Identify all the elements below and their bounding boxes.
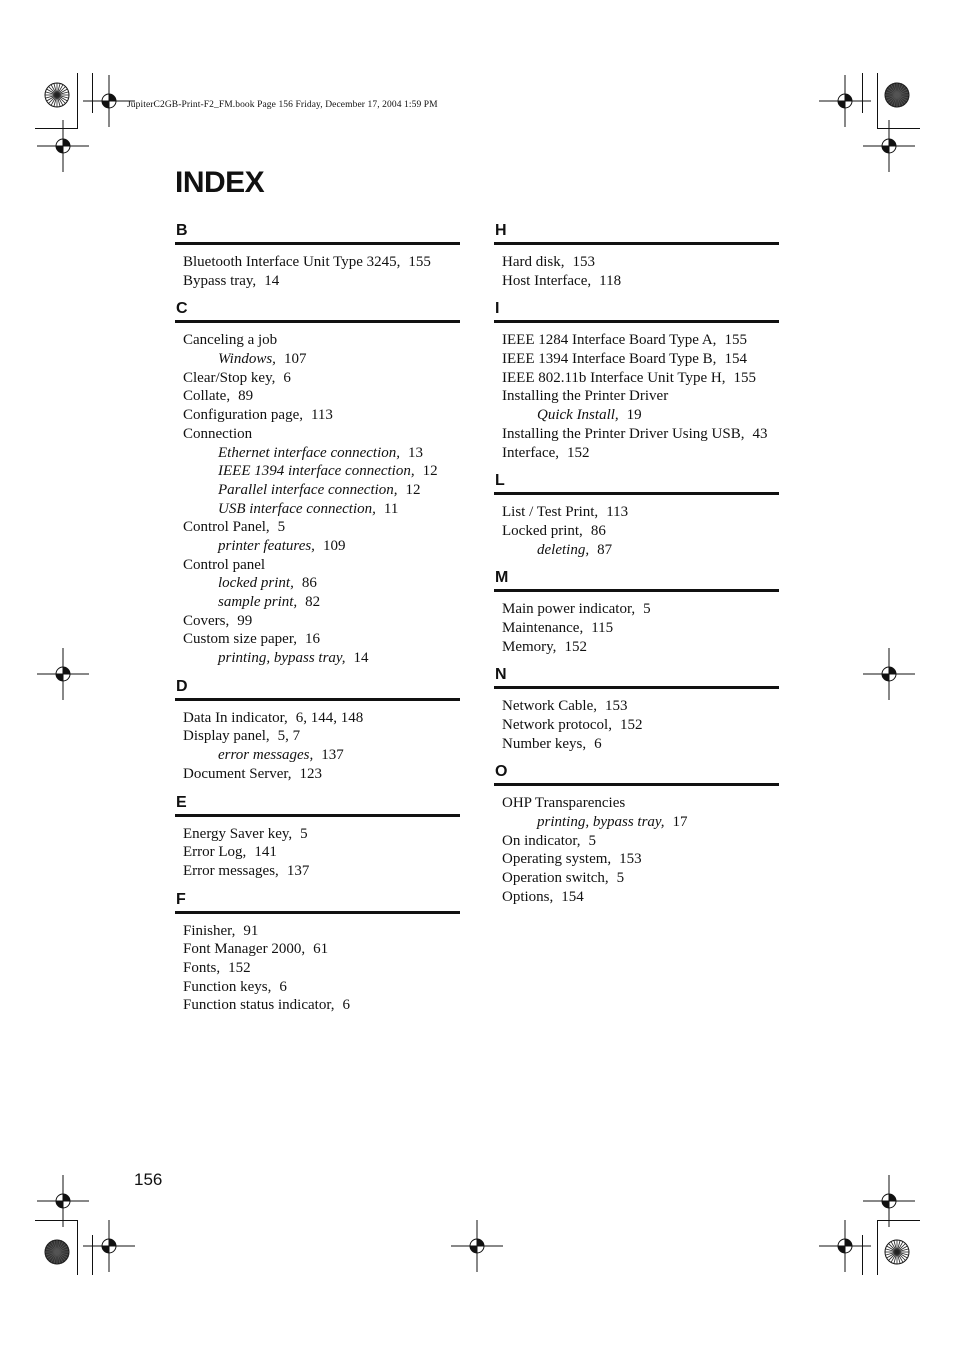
entry-pages: 5 xyxy=(277,519,286,536)
entry-pages: 5, 7 xyxy=(277,728,301,745)
index-entry xyxy=(502,387,779,406)
index-subentry xyxy=(183,574,460,593)
index-entry xyxy=(183,862,460,881)
index-section-i xyxy=(494,298,779,462)
registration-mark-icon xyxy=(37,648,89,700)
entry-pages: 16 xyxy=(304,631,320,648)
index-entry xyxy=(502,253,779,272)
entry-list xyxy=(175,245,460,290)
entry-term: IEEE 802.11b Interface Unit Type H, xyxy=(502,369,726,386)
entry-term: Control Panel, xyxy=(183,519,270,536)
crop-mark xyxy=(77,1220,78,1275)
color-target-icon xyxy=(884,82,910,108)
index-subentry xyxy=(183,350,460,369)
section-letter: N xyxy=(494,664,779,689)
crop-mark xyxy=(862,73,863,113)
entry-pages: 6, 144, 148 xyxy=(295,709,364,726)
index-subentry xyxy=(183,649,460,668)
entry-term: Collate, xyxy=(183,388,231,405)
entry-pages: 113 xyxy=(606,504,629,521)
entry-term: Parallel interface connection, xyxy=(218,481,398,498)
index-entry xyxy=(502,735,779,754)
entry-term: Installing the Printer Driver xyxy=(502,388,669,405)
entry-term: Ethernet interface connection, xyxy=(218,444,401,461)
entry-pages: 141 xyxy=(254,844,277,861)
entry-term: Hard disk, xyxy=(502,254,565,270)
entry-pages: 12 xyxy=(405,481,421,498)
index-entry xyxy=(183,612,460,631)
crop-mark xyxy=(877,1220,920,1221)
entry-term: Error messages, xyxy=(183,862,279,879)
section-letter: H xyxy=(494,220,779,245)
entry-term: Clear/Stop key, xyxy=(183,369,276,386)
crop-mark xyxy=(877,73,878,128)
index-section-b xyxy=(175,220,460,290)
index-subentry xyxy=(183,481,460,500)
entry-term: Bluetooth Interface Unit Type 3245, xyxy=(183,254,401,270)
entry-pages: 155 xyxy=(733,369,756,386)
entry-pages: 17 xyxy=(672,814,688,831)
index-subentry xyxy=(183,593,460,612)
index-subentry xyxy=(183,500,460,519)
entry-pages: 5 xyxy=(300,825,308,842)
entry-term: Document Server, xyxy=(183,765,292,782)
entry-pages: 155 xyxy=(724,332,747,349)
entry-list xyxy=(175,323,460,667)
index-entry xyxy=(502,638,779,657)
index-entry xyxy=(183,406,460,425)
index-section-f xyxy=(175,889,460,1015)
entry-term: Covers, xyxy=(183,612,230,629)
entry-term: IEEE 1394 Interface Board Type B, xyxy=(502,351,717,368)
index-section-l xyxy=(494,470,779,559)
index-entry xyxy=(502,850,779,869)
crop-mark xyxy=(877,1220,878,1275)
index-column-right xyxy=(494,220,779,915)
entry-term: Control panel xyxy=(183,556,266,573)
entry-pages: 82 xyxy=(305,594,321,610)
file-info-header: JupiterC2GB-Print-F2_FM.book Page 156 Friday, December 17, 2004 1:59 PM xyxy=(127,100,438,110)
section-letter: O xyxy=(494,761,779,786)
entry-list xyxy=(494,786,779,906)
section-letter: C xyxy=(175,298,460,323)
entry-term: Operating system, xyxy=(502,851,612,868)
index-entry xyxy=(183,922,460,941)
entry-pages: 6 xyxy=(279,978,287,995)
index-entry xyxy=(183,387,460,406)
index-section-d xyxy=(175,676,460,784)
index-section-n xyxy=(494,664,779,753)
entry-pages: 14 xyxy=(264,272,280,289)
color-target-icon xyxy=(44,82,70,108)
section-letter: I xyxy=(494,298,779,323)
entry-list xyxy=(175,914,460,1015)
index-entry xyxy=(183,978,460,997)
entry-list xyxy=(494,323,779,462)
index-entry xyxy=(502,425,779,444)
entry-pages: 154 xyxy=(561,888,584,905)
registration-mark-icon xyxy=(819,1220,871,1272)
entry-term: Options, xyxy=(502,888,554,905)
color-target-icon xyxy=(44,1239,70,1265)
index-entry xyxy=(502,522,779,541)
entry-term: printer features, xyxy=(218,537,315,554)
index-entry xyxy=(502,444,779,463)
registration-mark-icon xyxy=(83,1220,135,1272)
entry-term: printing, bypass tray, xyxy=(537,814,665,831)
entry-term: Fonts, xyxy=(183,959,221,976)
entry-term: sample print, xyxy=(218,594,298,610)
page-title: INDEX xyxy=(175,166,265,199)
entry-term: Configuration page, xyxy=(183,407,303,424)
entry-term: OHP Transparencies xyxy=(502,795,626,812)
entry-pages: 154 xyxy=(724,351,747,368)
entry-term: deleting, xyxy=(537,541,590,558)
registration-mark-icon xyxy=(863,648,915,700)
index-entry xyxy=(502,369,779,388)
crop-mark xyxy=(877,128,920,129)
index-subentry xyxy=(502,541,779,560)
entry-pages: 91 xyxy=(243,922,259,939)
entry-pages: 11 xyxy=(383,500,399,517)
index-entry xyxy=(183,940,460,959)
entry-term: Canceling a job xyxy=(183,332,278,349)
entry-term: Interface, xyxy=(502,444,560,461)
color-target-icon xyxy=(884,1239,910,1265)
index-entry xyxy=(183,825,460,844)
index-subentry xyxy=(183,746,460,765)
entry-pages: 118 xyxy=(599,272,622,289)
entry-list xyxy=(494,592,779,656)
entry-pages: 5 xyxy=(588,832,597,849)
entry-term: printing, bypass tray, xyxy=(218,650,346,667)
entry-term: Function status indicator, xyxy=(183,997,335,1014)
index-entry xyxy=(502,888,779,907)
entry-term: Network Cable, xyxy=(502,698,597,715)
entry-list xyxy=(494,495,779,559)
index-subentry xyxy=(183,537,460,556)
index-entry xyxy=(502,619,779,638)
entry-pages: 153 xyxy=(604,698,628,715)
entry-pages: 6 xyxy=(594,735,602,752)
entry-term: locked print, xyxy=(218,575,294,592)
entry-term: Custom size paper, xyxy=(183,631,297,648)
section-letter: B xyxy=(175,220,460,245)
entry-term: Data In indicator, xyxy=(183,709,288,726)
entry-term: IEEE 1394 interface connection, xyxy=(218,463,415,480)
entry-pages: 5 xyxy=(643,601,651,618)
crop-mark xyxy=(77,73,78,128)
index-section-o xyxy=(494,761,779,906)
entry-list xyxy=(494,689,779,753)
entry-term: USB interface connection, xyxy=(218,500,376,517)
entry-pages: 5 xyxy=(616,870,625,887)
entry-pages: 123 xyxy=(299,765,323,782)
entry-term: Display panel, xyxy=(183,728,270,745)
index-section-m xyxy=(494,567,779,656)
entry-term: Maintenance, xyxy=(502,619,584,636)
entry-pages: 43 xyxy=(752,425,768,442)
section-letter: E xyxy=(175,792,460,817)
entry-term: On indicator, xyxy=(502,832,581,849)
entry-pages: 113 xyxy=(310,407,333,424)
crop-mark xyxy=(862,1235,863,1275)
index-entry xyxy=(183,272,460,291)
entry-term: Connection xyxy=(183,425,253,442)
section-letter: L xyxy=(494,470,779,495)
entry-term: Energy Saver key, xyxy=(183,825,293,842)
entry-pages: 152 xyxy=(564,638,587,655)
index-entry xyxy=(183,331,460,350)
index-entry xyxy=(183,727,460,746)
section-letter: D xyxy=(175,676,460,701)
index-subentry xyxy=(502,406,779,425)
entry-term: Font Manager 2000, xyxy=(183,941,306,958)
entry-term: Function keys, xyxy=(183,978,272,995)
index-entry xyxy=(502,794,779,813)
section-letter: M xyxy=(494,567,779,592)
entry-term: Finisher, xyxy=(183,922,236,939)
crop-mark xyxy=(92,73,93,113)
entry-pages: 99 xyxy=(237,612,253,629)
crop-mark xyxy=(35,128,78,129)
entry-pages: 86 xyxy=(590,522,606,539)
entry-term: Main power indicator, xyxy=(502,601,636,618)
index-entry xyxy=(502,600,779,619)
index-entry xyxy=(183,996,460,1015)
entry-term: Number keys, xyxy=(502,735,587,752)
registration-mark-icon xyxy=(451,1220,503,1272)
index-entry xyxy=(183,709,460,728)
index-section-e xyxy=(175,792,460,881)
index-section-c xyxy=(175,298,460,667)
entry-term: error messages, xyxy=(218,747,314,764)
entry-pages: 14 xyxy=(353,650,369,667)
index-entry xyxy=(183,518,460,537)
entry-pages: 152 xyxy=(619,717,643,733)
entry-pages: 6 xyxy=(283,369,291,386)
index-entry xyxy=(183,369,460,388)
entry-pages: 137 xyxy=(321,747,344,764)
entry-term: Memory, xyxy=(502,638,557,655)
index-entry xyxy=(183,630,460,649)
index-entry xyxy=(502,272,779,291)
entry-pages: 12 xyxy=(422,463,438,480)
entry-list xyxy=(175,701,460,784)
index-entry xyxy=(502,350,779,369)
entry-pages: 87 xyxy=(597,541,613,558)
entry-pages: 13 xyxy=(408,444,424,461)
index-column-left xyxy=(175,220,460,1023)
entry-pages: 153 xyxy=(572,254,595,270)
entry-list xyxy=(494,245,779,290)
crop-mark xyxy=(92,1235,93,1275)
entry-term: Installing the Printer Driver Using USB, xyxy=(502,425,745,442)
index-subentry xyxy=(183,462,460,481)
index-entry xyxy=(183,959,460,978)
entry-pages: 107 xyxy=(283,351,307,368)
entry-term: Host Interface, xyxy=(502,272,592,289)
index-section-h xyxy=(494,220,779,290)
entry-pages: 137 xyxy=(286,862,310,879)
entry-pages: 19 xyxy=(626,407,642,424)
entry-term: List / Test Print, xyxy=(502,504,599,521)
page-number: 156 xyxy=(134,1170,163,1189)
entry-term: Bypass tray, xyxy=(183,272,257,289)
entry-pages: 155 xyxy=(408,254,431,270)
entry-term: IEEE 1284 Interface Board Type A, xyxy=(502,332,717,349)
entry-term: Windows, xyxy=(218,351,276,368)
entry-pages: 89 xyxy=(238,388,254,405)
entry-pages: 6 xyxy=(342,997,350,1014)
index-entry xyxy=(502,331,779,350)
index-entry xyxy=(183,556,460,575)
entry-pages: 115 xyxy=(591,619,614,636)
section-letter: F xyxy=(175,889,460,914)
entry-term: Operation switch, xyxy=(502,870,609,887)
index-entry xyxy=(502,716,779,735)
index-entry xyxy=(502,697,779,716)
entry-term: Quick Install, xyxy=(537,407,619,424)
index-subentry xyxy=(502,813,779,832)
entry-pages: 153 xyxy=(619,851,642,868)
index-entry xyxy=(502,869,779,888)
entry-pages: 86 xyxy=(301,575,317,592)
crop-mark xyxy=(35,1220,78,1221)
entry-pages: 152 xyxy=(228,959,251,976)
index-entry xyxy=(502,832,779,851)
entry-pages: 152 xyxy=(567,444,590,461)
entry-term: Locked print, xyxy=(502,522,583,539)
index-entry xyxy=(183,253,460,272)
index-entry xyxy=(183,843,460,862)
entry-term: Network protocol, xyxy=(502,717,612,733)
entry-pages: 61 xyxy=(313,941,329,958)
index-subentry xyxy=(183,444,460,463)
index-entry xyxy=(502,503,779,522)
entry-pages: 109 xyxy=(322,537,346,554)
index-entry xyxy=(183,425,460,444)
entry-term: Error Log, xyxy=(183,844,247,861)
entry-list xyxy=(175,817,460,881)
index-entry xyxy=(183,765,460,784)
